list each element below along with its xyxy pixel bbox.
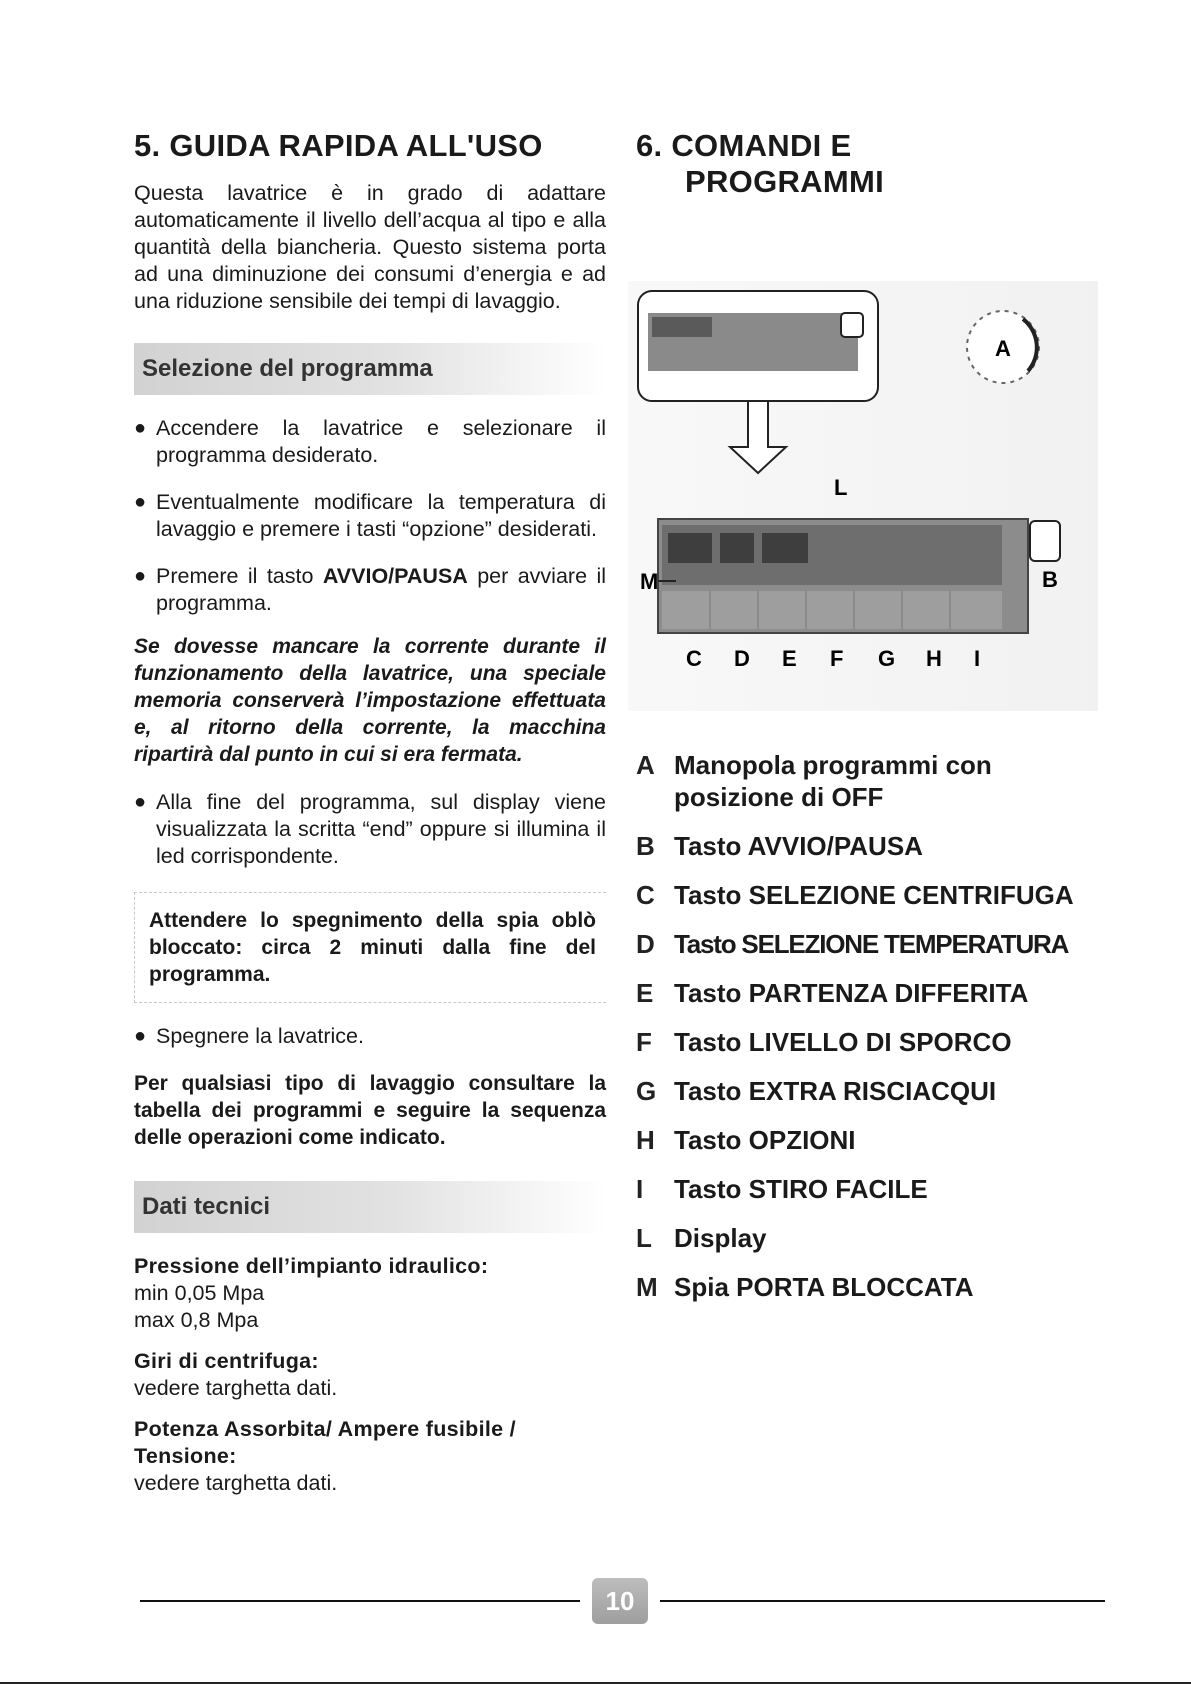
subsection-title-technical-data: Dati tecnici xyxy=(134,1181,606,1233)
tech-value: min 0,05 Mpa xyxy=(134,1280,265,1305)
footer-rule-left xyxy=(140,1600,580,1602)
right-column xyxy=(636,128,1116,1320)
label-H: H xyxy=(926,646,942,672)
legend-item xyxy=(636,1026,1116,1058)
section-heading-controls xyxy=(636,128,1116,199)
heading-line: PROGRAMMI xyxy=(685,163,885,199)
label-B: B xyxy=(1042,567,1058,593)
tech-label-pressure: Pressione dell’impianto idraulico: xyxy=(134,1253,489,1278)
legend-key: E xyxy=(636,978,654,1009)
display-digits xyxy=(720,533,754,563)
legend-key: I xyxy=(636,1174,644,1205)
tech-value: vedere targhetta dati. xyxy=(134,1375,338,1400)
bullet-icon: ● xyxy=(134,490,147,513)
bullet-icon: ● xyxy=(134,1024,147,1047)
bullet-text-bold: AVVIO/PAUSA xyxy=(322,563,468,588)
intro-paragraph: Questa lavatrice è in grado di adattare automaticamente il livello dell’acqua al tipo e alla quantità della biancheria. Questo sistema porta ad una diminuzione dei consumi d’energia e ad una riduzione sensibile dei tempi di lavaggio. xyxy=(134,180,606,313)
small-start-button xyxy=(841,313,863,337)
legend-key: F xyxy=(636,1027,652,1058)
left-column xyxy=(134,128,606,1497)
legend-item xyxy=(636,928,1116,960)
legend-text: Tasto OPZIONI xyxy=(674,1125,856,1156)
start-pause-button xyxy=(1030,521,1060,561)
label-L: L xyxy=(834,475,848,501)
legend-key: D xyxy=(636,929,655,960)
tech-value: max 0,8 Mpa xyxy=(134,1307,259,1332)
list-item xyxy=(134,415,606,469)
bullet-list xyxy=(134,415,606,617)
legend-item xyxy=(636,749,1116,813)
legend-key: H xyxy=(636,1125,655,1156)
label-M: M xyxy=(640,569,659,595)
section-heading-quick-guide: 5. GUIDA RAPIDA ALL'USO xyxy=(134,128,543,163)
tech-label-power: Potenza Assorbita/ Ampere fusibile / Tensione: xyxy=(134,1416,516,1468)
legend-text: Tasto PARTENZA DIFFERITA xyxy=(674,978,1029,1009)
bullet-text: per avviare il programma. xyxy=(156,563,606,615)
legend-key: A xyxy=(636,750,655,781)
bullet-text: Eventualmente modificare la temperatura di lavaggio e premere i tasti “opzione” desiderati. xyxy=(156,489,606,541)
page-number: 10 xyxy=(592,1578,648,1624)
legend-item xyxy=(636,977,1116,1009)
legend-text: Spia PORTA BLOCCATA xyxy=(674,1272,974,1303)
small-display-digits xyxy=(652,317,712,337)
bullet-icon: ● xyxy=(134,790,147,813)
list-item xyxy=(134,1023,606,1050)
label-I: I xyxy=(974,646,981,672)
list-item xyxy=(134,489,606,543)
legend-text: Manopola programmi con posizione di OFF xyxy=(674,750,992,813)
legend-item xyxy=(636,830,1116,862)
legend-text: Tasto STIRO FACILE xyxy=(674,1174,928,1205)
label-A: A xyxy=(995,336,1011,362)
legend-item xyxy=(636,1271,1116,1303)
legend-text: Tasto SELEZIONE TEMPERATURA xyxy=(674,929,1069,960)
legend-key: L xyxy=(636,1223,652,1254)
main-display xyxy=(662,525,1002,585)
label-E: E xyxy=(782,646,797,672)
legend-key: G xyxy=(636,1076,657,1107)
display-digits xyxy=(762,533,808,563)
legend-key: C xyxy=(636,880,655,911)
bullet-text: Premere il tasto xyxy=(156,563,323,588)
controls-legend xyxy=(636,749,1116,1303)
bullet-text: Accendere la lavatrice e selezionare il programma desiderato. xyxy=(156,415,606,467)
button-row xyxy=(662,591,1002,629)
bullet-icon: ● xyxy=(134,416,147,439)
door-lock-note-box: Attendere lo spegnimento della spia oblò bloccato: circa 2 minuti dalla fine del programma. xyxy=(134,892,606,1003)
bullet-text: Alla fine del programma, sul display viene visualizzata la scritta “end” oppure si illumina il led corrispondente. xyxy=(156,789,606,868)
footer-rule-right xyxy=(660,1600,1105,1602)
legend-item xyxy=(636,1124,1116,1156)
legend-key: M xyxy=(636,1272,658,1303)
bullet-text: Spegnere la lavatrice. xyxy=(156,1023,364,1048)
label-C: C xyxy=(686,646,702,672)
legend-text: Tasto LIVELLO DI SPORCO xyxy=(674,1027,1012,1058)
list-item xyxy=(134,789,606,870)
heading-line: 6. COMANDI E xyxy=(636,128,852,163)
legend-key: B xyxy=(636,831,655,862)
control-panel-svg xyxy=(628,261,1098,711)
legend-text: Tasto SELEZIONE CENTRIFUGA xyxy=(674,880,1074,911)
label-D: D xyxy=(734,646,750,672)
display-digits xyxy=(668,533,712,563)
legend-item xyxy=(636,879,1116,911)
program-table-paragraph: Per qualsiasi tipo di lavaggio consultare la tabella dei programmi e seguire la sequenza delle operazioni come indicato. xyxy=(134,1071,606,1149)
control-panel-diagram xyxy=(628,261,1098,711)
legend-item xyxy=(636,1173,1116,1205)
legend-text: Tasto AVVIO/PAUSA xyxy=(674,831,923,862)
list-item xyxy=(134,563,606,617)
bullet-icon: ● xyxy=(134,564,147,587)
technical-data xyxy=(134,1253,606,1497)
power-failure-note: Se dovesse mancare la corrente durante il funzionamento della lavatrice, una speciale memoria conserverà l’impostazione effettuata e, al ritorno della corrente, la macchina ripartirà dal punto in cui si era fermata. xyxy=(134,634,606,766)
label-F: F xyxy=(830,646,844,672)
legend-item xyxy=(636,1075,1116,1107)
label-G: G xyxy=(878,646,896,672)
legend-text: Display xyxy=(674,1223,767,1254)
legend-item xyxy=(636,1222,1116,1254)
subsection-title-program-selection: Selezione del programma xyxy=(134,343,606,395)
tech-value: vedere targhetta dati. xyxy=(134,1470,338,1495)
legend-text: Tasto EXTRA RISCIACQUI xyxy=(674,1076,997,1107)
tech-label-spin: Giri di centrifuga: xyxy=(134,1348,319,1373)
